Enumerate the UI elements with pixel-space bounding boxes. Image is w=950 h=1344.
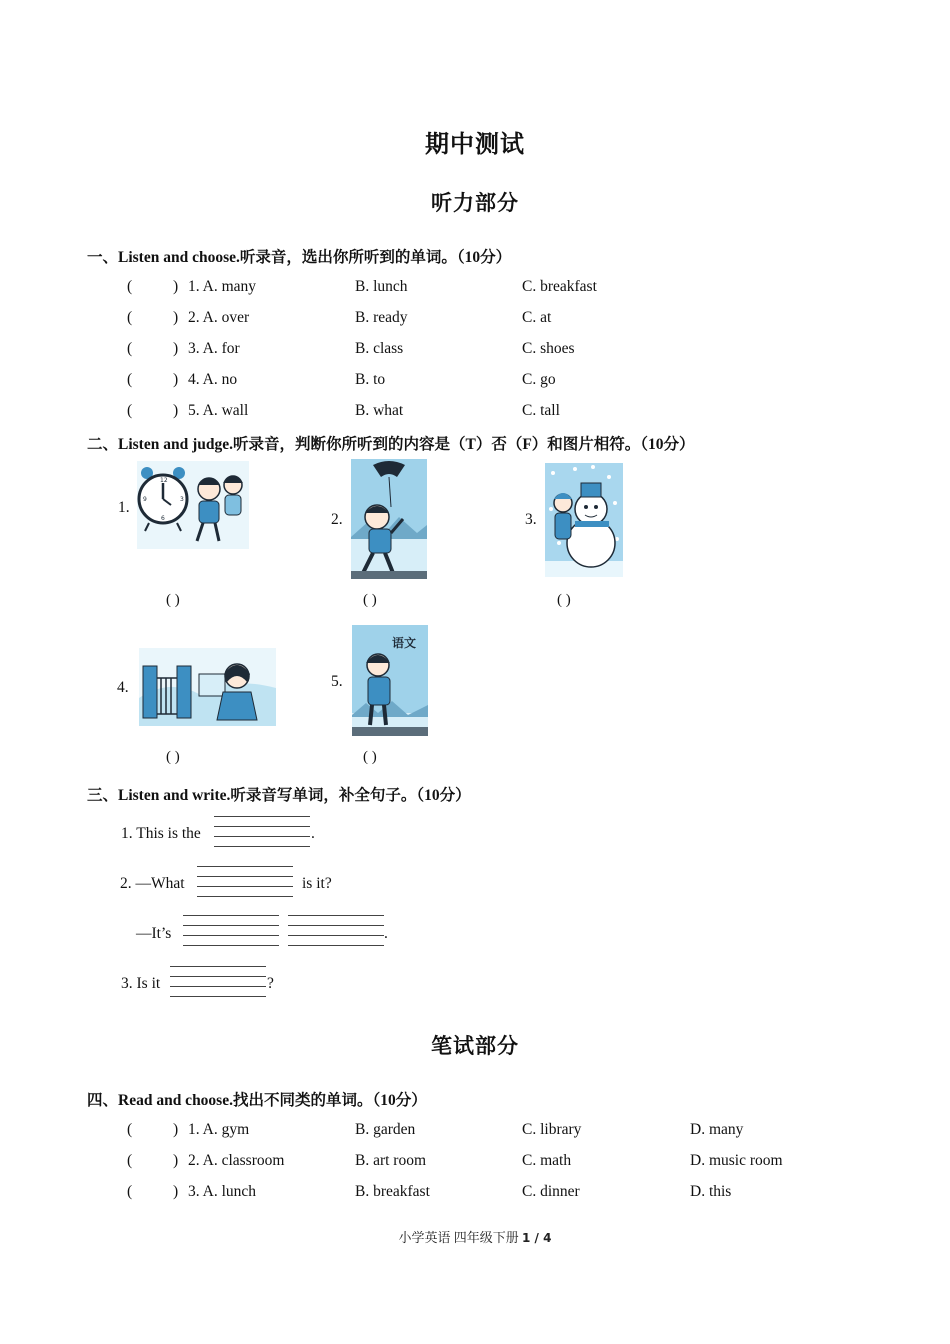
option-b: B. ready — [355, 309, 408, 326]
picture-number: 2. — [331, 511, 343, 528]
clock-children-picture — [137, 461, 249, 549]
option-a: 4. A. no — [188, 371, 238, 388]
kite-boy-picture — [351, 459, 427, 579]
answer-paren-left: ( — [127, 1121, 133, 1138]
footer-text: 小学英语 四年级下册 — [398, 1230, 523, 1245]
sentence-suffix: . — [311, 825, 315, 842]
written-part-title: 笔试部分 — [431, 1034, 519, 1058]
option-b: B. what — [355, 402, 404, 419]
chinese-book-boy-picture — [352, 625, 428, 736]
judge-answer-blank: ( ) — [363, 749, 377, 765]
option-c: C. at — [522, 309, 552, 326]
sentence-prefix: 2. —What — [120, 875, 185, 892]
list-item — [0, 1121, 950, 1141]
option-c: C. tall — [522, 402, 560, 419]
picture-number: 1. — [118, 499, 130, 516]
option-c: C. math — [522, 1152, 572, 1169]
answer-blank[interactable] — [197, 866, 293, 896]
answer-paren-left: ( — [127, 402, 133, 419]
answer-paren-right: ) — [173, 1183, 179, 1200]
option-c: C. go — [522, 371, 556, 388]
answer-paren-right: ) — [173, 278, 179, 295]
picture-number: 3. — [525, 511, 537, 528]
section-4-heading: 四、Read and choose.找出不同类的单词。（10分） — [87, 1092, 427, 1109]
option-d: D. music room — [690, 1152, 783, 1169]
answer-blank[interactable] — [170, 966, 266, 996]
option-b: B. lunch — [355, 278, 408, 295]
answer-paren-left: ( — [127, 278, 133, 295]
sentence-prefix: 1. This is the — [121, 825, 201, 842]
svg-text:6: 6 — [161, 515, 165, 522]
option-b: B. class — [355, 340, 404, 357]
svg-text:12: 12 — [160, 477, 168, 484]
judge-answer-blank: ( ) — [166, 592, 180, 608]
book-title-label: 语文 — [392, 636, 417, 650]
answer-paren-left: ( — [127, 309, 133, 326]
option-a: 5. A. wall — [188, 402, 249, 419]
option-d: D. this — [690, 1183, 732, 1200]
option-b: B. art room — [355, 1152, 427, 1169]
option-b: B. to — [355, 371, 386, 388]
answer-paren-right: ) — [173, 402, 179, 419]
option-a: 1. A. many — [188, 278, 257, 295]
answer-blank[interactable] — [288, 915, 384, 945]
option-a: 3. A. lunch — [188, 1183, 257, 1200]
list-item — [0, 278, 950, 298]
section-3-heading: 三、Listen and write.听录音写单词，补全句子。（10分） — [87, 787, 471, 804]
answer-paren-right: ) — [173, 371, 179, 388]
answer-paren-left: ( — [127, 371, 133, 388]
answer-paren-right: ) — [173, 1121, 179, 1138]
section-2-heading: 二、Listen and judge.听录音，判断你所听到的内容是（T）否（F）和图片相符。（10分） — [87, 436, 695, 453]
list-item — [0, 371, 950, 391]
answer-paren-left: ( — [127, 340, 133, 357]
option-a: 3. A. for — [188, 340, 240, 357]
page-footer — [0, 1227, 950, 1246]
list-item — [0, 1183, 950, 1203]
listening-part-title: 听力部分 — [431, 191, 519, 215]
list-item — [0, 1152, 950, 1172]
answer-paren-right: ) — [173, 1152, 179, 1169]
option-c: C. shoes — [522, 340, 575, 357]
answer-paren-left: ( — [127, 1183, 133, 1200]
answer-paren-right: ) — [173, 340, 179, 357]
option-c: C. library — [522, 1121, 582, 1138]
answer-paren-left: ( — [127, 1152, 133, 1169]
option-a: 2. A. over — [188, 309, 250, 326]
snowman-picture — [545, 463, 623, 577]
judge-answer-blank: ( ) — [363, 592, 377, 608]
list-item — [0, 309, 950, 329]
option-d: D. many — [690, 1121, 744, 1138]
answer-blank[interactable] — [183, 915, 279, 945]
svg-text:3: 3 — [180, 496, 184, 503]
page-number: 1 / 4 — [522, 1231, 552, 1245]
sentence-suffix: . — [384, 925, 388, 942]
option-b: B. breakfast — [355, 1183, 430, 1200]
sentence-suffix: ? — [267, 975, 274, 992]
section-1-heading: 一、Listen and choose.听录音，选出你所听到的单词。（10分） — [87, 249, 512, 266]
judge-answer-blank: ( ) — [166, 749, 180, 765]
answer-blank[interactable] — [214, 816, 310, 846]
school-gate-girl-picture — [139, 648, 276, 726]
sentence-suffix: is it? — [302, 875, 332, 892]
option-a: 2. A. classroom — [188, 1152, 285, 1169]
list-item — [0, 402, 950, 422]
list-item — [0, 340, 950, 360]
option-b: B. garden — [355, 1121, 416, 1138]
picture-number: 4. — [117, 679, 129, 696]
option-a: 1. A. gym — [188, 1121, 250, 1138]
svg-text:9: 9 — [143, 496, 147, 503]
sentence-prefix: 3. Is it — [121, 975, 161, 992]
page-title: 期中测试 — [425, 132, 525, 158]
judge-answer-blank: ( ) — [557, 592, 571, 608]
option-c: C. dinner — [522, 1183, 580, 1200]
option-c: C. breakfast — [522, 278, 597, 295]
answer-paren-right: ) — [173, 309, 179, 326]
sentence-prefix: —It’s — [136, 925, 172, 942]
picture-number: 5. — [331, 673, 343, 690]
